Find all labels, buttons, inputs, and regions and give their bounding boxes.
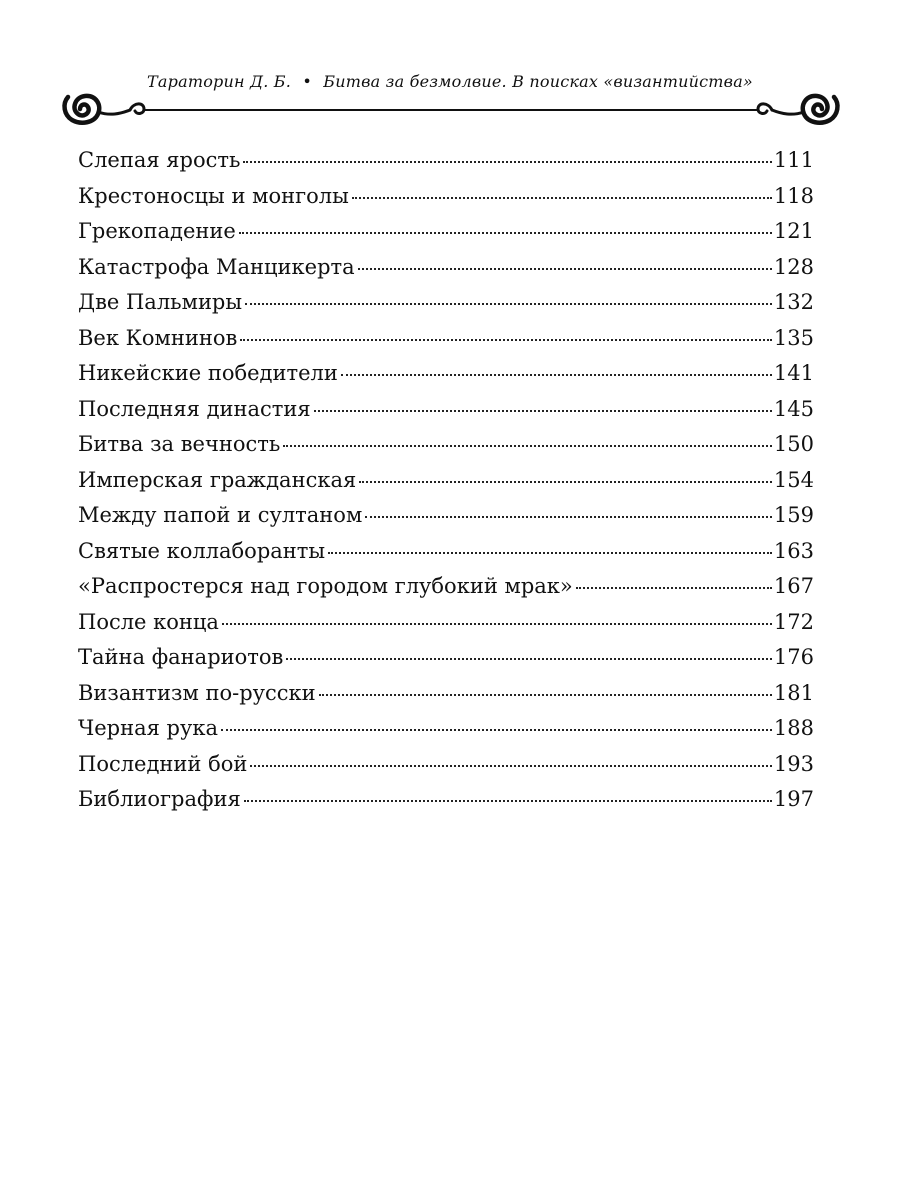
right-spiral-ornament-icon (734, 96, 837, 123)
toc-entry[interactable] (78, 534, 814, 570)
toc-entry[interactable] (78, 321, 814, 357)
toc-entry-page: 118 (773, 183, 814, 208)
toc-entry[interactable] (78, 640, 814, 676)
toc-dot-leader (576, 587, 772, 589)
toc-entry[interactable] (78, 214, 814, 250)
toc-entry[interactable] (78, 569, 814, 605)
toc-entry[interactable] (78, 782, 814, 818)
toc-entry-page: 135 (773, 325, 814, 350)
toc-entry[interactable] (78, 605, 814, 641)
toc-dot-leader (250, 765, 772, 767)
toc-dot-leader (243, 161, 771, 163)
toc-entry-title: Черная рука (78, 716, 218, 740)
toc-entry-title: Битва за вечность (78, 432, 281, 456)
toc-entry-page: 176 (773, 645, 814, 669)
toc-entry[interactable] (78, 179, 814, 215)
toc-entry[interactable] (78, 427, 814, 463)
toc-entry[interactable] (78, 250, 814, 286)
toc-dot-leader (358, 268, 772, 270)
toc-entry-page: 128 (773, 254, 814, 279)
header-ornament-rule (58, 84, 844, 136)
toc-entry-page: 154 (773, 467, 814, 492)
toc-entry-title: Тайна фанариотов (78, 645, 284, 669)
toc-entry-title: После конца (78, 609, 219, 634)
table-of-contents (78, 143, 814, 818)
toc-entry-title: Грекопадение (78, 219, 236, 243)
toc-dot-leader (365, 516, 772, 518)
toc-entry-title: Никейские победители (78, 361, 338, 385)
toc-entry-title: Святые коллаборанты (78, 538, 326, 563)
toc-entry[interactable] (78, 676, 814, 712)
toc-entry-title: Между папой и султаном (78, 503, 363, 527)
toc-entry-page: 150 (773, 432, 814, 456)
toc-entry[interactable] (78, 356, 814, 392)
toc-entry-page: 132 (773, 290, 814, 314)
toc-entry-title: Имперская гражданская (78, 467, 357, 492)
toc-entry-page: 121 (773, 219, 814, 243)
toc-dot-leader (314, 410, 772, 412)
toc-dot-leader (244, 800, 772, 802)
toc-dot-leader (319, 694, 772, 696)
toc-entry[interactable] (78, 711, 814, 747)
toc-entry-title: Век Комнинов (78, 325, 238, 350)
toc-entry-title: Византизм по-русски (78, 680, 316, 705)
toc-entry-page: 159 (773, 503, 814, 527)
toc-entry-title: Последняя династия (78, 396, 311, 421)
toc-entry[interactable] (78, 498, 814, 534)
header-title: Битва за безмолвие. В поисках «византийства» (323, 72, 753, 91)
toc-entry[interactable] (78, 463, 814, 499)
toc-entry-page: 172 (773, 609, 814, 634)
toc-dot-leader (240, 339, 772, 341)
toc-entry-title: «Распростерся над городом глубокий мрак» (78, 574, 573, 598)
toc-dot-leader (245, 303, 772, 305)
toc-dot-leader (328, 552, 772, 554)
toc-entry-page: 181 (773, 680, 814, 705)
toc-dot-leader (221, 729, 772, 731)
toc-entry-page: 167 (773, 574, 814, 598)
header-author: Тараторин Д. Б. (147, 72, 292, 91)
toc-entry-page: 188 (773, 716, 814, 740)
toc-entry[interactable] (78, 285, 814, 321)
toc-dot-leader (222, 623, 772, 625)
toc-entry-title: Крестоносцы и монголы (78, 183, 349, 208)
toc-dot-leader (286, 658, 772, 660)
toc-dot-leader (359, 481, 772, 483)
toc-entry-page: 193 (773, 751, 814, 776)
toc-entry-title: Последний бой (78, 751, 248, 776)
toc-entry-title: Катастрофа Манцикерта (78, 254, 355, 279)
toc-dot-leader (239, 232, 772, 234)
toc-entry-page: 141 (773, 361, 814, 385)
toc-entry[interactable] (78, 392, 814, 428)
toc-dot-leader (283, 445, 772, 447)
toc-entry[interactable] (78, 143, 814, 179)
toc-entry-page: 145 (773, 396, 814, 421)
toc-entry-page: 111 (773, 148, 814, 172)
toc-entry[interactable] (78, 747, 814, 783)
toc-entry-title: Слепая ярость (78, 148, 241, 172)
header-separator: • (302, 72, 312, 91)
left-spiral-ornament-icon (65, 96, 168, 123)
toc-entry-page: 163 (773, 538, 814, 563)
toc-dot-leader (341, 374, 772, 376)
toc-entry-title: Две Пальмиры (78, 290, 243, 314)
ornamental-rule (58, 84, 844, 136)
toc-entry-page: 197 (773, 787, 814, 811)
toc-entry-title: Библиография (78, 787, 241, 811)
toc-dot-leader (352, 197, 772, 199)
